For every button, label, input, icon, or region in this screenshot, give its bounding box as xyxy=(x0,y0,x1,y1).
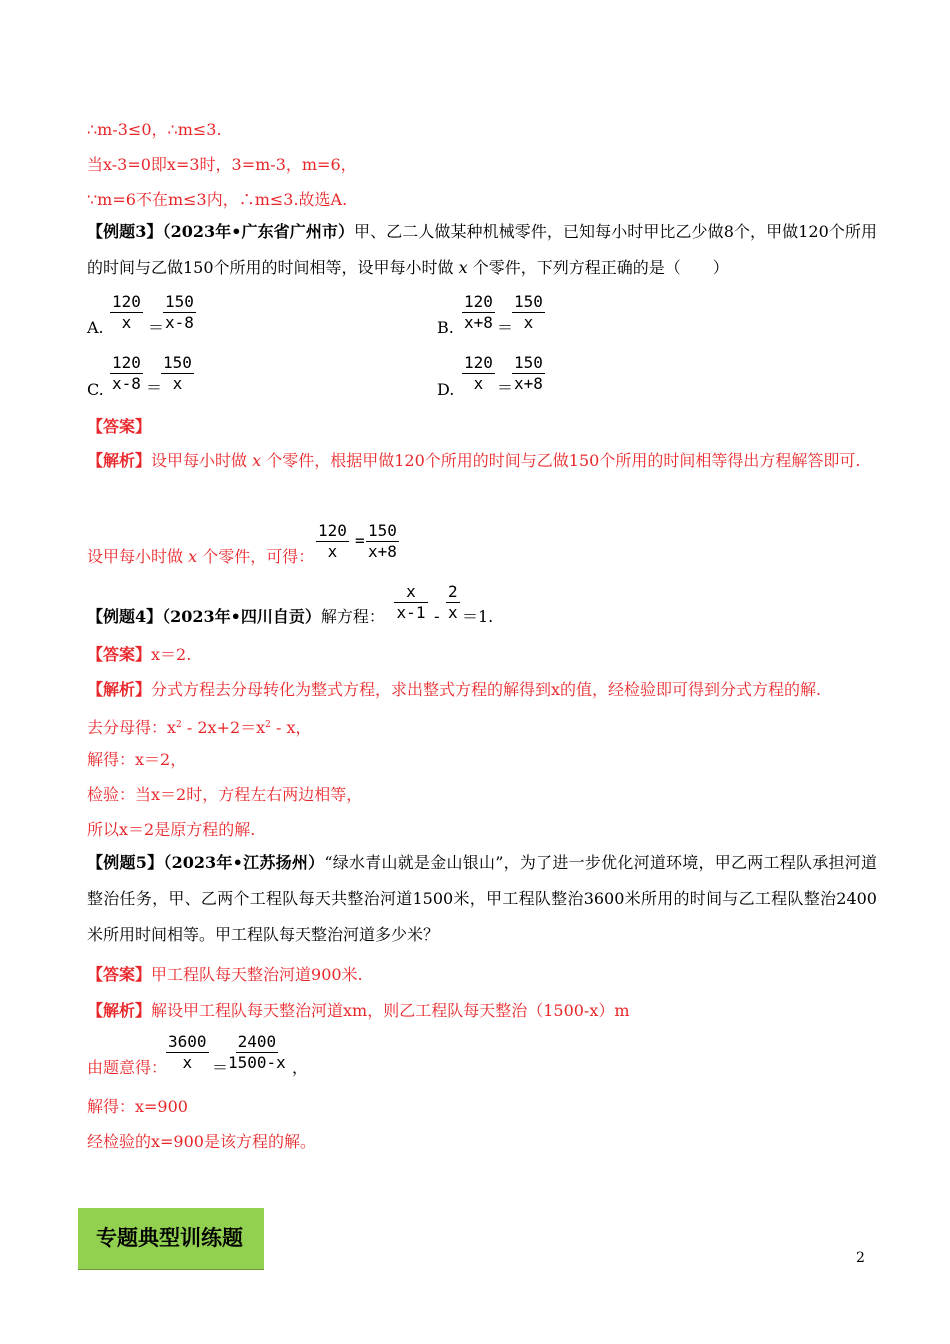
example-4-num-2: 2 xyxy=(448,582,458,601)
example-3-source: （2023年•广东省广州市） xyxy=(162,222,355,241)
example-3-solve-num-1: 120 xyxy=(318,521,347,540)
example-3-solve-b: 个零件，可得： xyxy=(202,547,315,566)
example-4-source: （2023年•四川自贡） xyxy=(162,607,321,626)
example-5-answer xyxy=(87,965,363,985)
example-4-step-1-sq-1: 2 xyxy=(176,720,182,730)
option-b-num-1: 120 xyxy=(464,292,493,311)
example-5-analysis-text: 解设甲工程队每天整治河道xm，则乙工程队每天整治（1500-x）m xyxy=(151,1001,630,1020)
example-3-analysis-b: 个零件，根据甲做120个所用的时间与乙做150个所用的时间相等得出方程解答即可. xyxy=(266,451,861,470)
option-d-fraction-2 xyxy=(512,353,545,394)
example-5-label: 【例题5】 xyxy=(87,853,164,872)
example-4-analysis-label: 【解析】 xyxy=(87,680,152,699)
example-5-check: 经检验的x=900是该方程的解。 xyxy=(87,1132,316,1151)
solution-line-1: ∴m-3≤0，∴m≤3. xyxy=(87,120,222,139)
option-d-den-1: x xyxy=(473,374,484,393)
example-4-frac-2 xyxy=(446,582,460,623)
example-5-source: （2023年•江苏扬州） xyxy=(163,853,325,872)
example-5-num-2: 2400 xyxy=(237,1032,277,1051)
example-4-step-1-a: 去分母得：x xyxy=(87,718,177,737)
example-3-question xyxy=(87,214,877,286)
example-4-analysis-text: 分式方程去分母转化为整式方程，求出整式方程的解得到x的值，经检验即可得到分式方程的解. xyxy=(151,680,822,699)
option-b-label: B. xyxy=(437,318,454,337)
example-5-eq-tail: ， xyxy=(292,1058,309,1077)
example-4-step-1-sq-2: 2 xyxy=(265,720,271,730)
example-4-answer-text: x＝2. xyxy=(151,645,192,664)
example-5-text: “绿水青山就是金山银山”，为了进一步优化河道环境，甲乙两工程队承担河道整治任务，甲、乙两个工程队每天共整治河道1500米，甲工程队整治3600米所用的时间与乙工程队整治2400米所用时间相等。甲工程队每天整治河道多少米？ xyxy=(87,853,877,944)
example-3-analysis-var: x xyxy=(252,451,262,470)
option-d-num-1: 120 xyxy=(464,353,493,372)
example-3-solve-frac-2 xyxy=(366,521,399,562)
option-c-den-1: x-8 xyxy=(112,374,141,393)
example-4-den-2: x xyxy=(448,603,458,622)
example-5-question xyxy=(87,845,877,953)
example-4-text: 解方程： xyxy=(320,607,385,626)
option-b-den-2: x xyxy=(523,313,534,332)
option-a-eq: ＝ xyxy=(148,318,165,337)
solution-line-3: ∵m=6不在m≤3内，∴m≤3.故选A. xyxy=(87,190,348,209)
option-c-fraction-2 xyxy=(161,353,194,394)
example-3-solve-a: 设甲每小时做 xyxy=(87,547,184,566)
section-heading-title: 专题典型训练题 xyxy=(96,1226,243,1250)
example-5-den-1: x xyxy=(182,1053,193,1072)
option-d-eq: ＝ xyxy=(497,378,514,397)
example-3-solve xyxy=(87,547,314,567)
option-a-fraction-2 xyxy=(163,292,196,333)
example-5-analysis xyxy=(87,1001,630,1021)
option-c-num-1: 120 xyxy=(112,353,141,372)
solution-line-2: 当x-3=0即x=3时，3=m-3，m=6， xyxy=(87,155,357,174)
option-b-eq: ＝ xyxy=(497,318,514,337)
option-a-num-1: 120 xyxy=(112,292,141,311)
example-4-step-1 xyxy=(87,715,312,738)
option-a-label: A. xyxy=(87,318,104,337)
example-5-eq-prefix: 由题意得： xyxy=(87,1058,168,1077)
example-4-step-4: 所以x＝2是原方程的解. xyxy=(87,820,256,839)
option-d-label: D. xyxy=(437,380,455,399)
example-3-answer-label: 【答案】 xyxy=(87,417,152,436)
example-3-analysis-a: 设甲每小时做 xyxy=(151,451,248,470)
option-c-label: C. xyxy=(87,380,104,399)
example-4-label: 【例题4】 xyxy=(87,607,163,626)
option-b-den-1: x+8 xyxy=(464,313,493,332)
example-4-answer-label: 【答案】 xyxy=(87,645,152,664)
example-3-text: 甲、乙二人做某种机械零件，已知每小时甲比乙少做8个，甲做120个所用的时间与乙做150个所用的时间相等，设甲每小时做 xyxy=(87,222,877,277)
option-a-den-2: x-8 xyxy=(165,313,194,332)
example-4-rhs: ＝1. xyxy=(462,607,494,626)
example-3-label: 【例题3】 xyxy=(87,222,163,241)
example-3-solve-num-2: 150 xyxy=(368,521,397,540)
option-b-num-2: 150 xyxy=(514,292,543,311)
option-d-fraction-1 xyxy=(462,353,495,394)
example-5-frac-2 xyxy=(228,1032,286,1073)
option-b-fraction-1 xyxy=(462,292,495,333)
example-4-step-1-b: - 2x+2＝x xyxy=(181,718,266,737)
example-5-den-2: 1500-x xyxy=(228,1053,286,1072)
option-d-num-2: 150 xyxy=(514,353,543,372)
example-3-text2: 个零件，下列方程正确的是（ ） xyxy=(472,258,729,277)
option-d-den-2: x+8 xyxy=(514,374,543,393)
example-3-analysis-label: 【解析】 xyxy=(87,451,152,470)
option-c-num-2: 150 xyxy=(163,353,192,372)
example-3-solve-frac-1 xyxy=(316,521,349,562)
example-4-frac-1 xyxy=(394,582,428,623)
example-4-answer xyxy=(87,645,191,665)
option-a-num-2: 150 xyxy=(165,292,194,311)
example-3-solve-eq: = xyxy=(355,531,365,550)
example-4-den-1: x-1 xyxy=(396,603,426,622)
option-a-den-1: x xyxy=(121,313,132,332)
example-4-step-2: 解得：x＝2， xyxy=(87,750,187,769)
example-3-analysis xyxy=(87,443,877,479)
example-5-frac-1 xyxy=(166,1032,209,1073)
example-5-eq-sign: ＝ xyxy=(212,1058,229,1077)
example-5-solve: 解得：x=900 xyxy=(87,1097,188,1116)
example-3-var: x xyxy=(458,258,468,277)
example-5-answer-text: 甲工程队每天整治河道900米. xyxy=(151,965,363,984)
section-heading-box xyxy=(78,1208,264,1270)
option-c-fraction-1 xyxy=(110,353,143,394)
option-a-fraction-1 xyxy=(110,292,143,333)
example-5-analysis-label: 【解析】 xyxy=(87,1001,152,1020)
option-c-den-2: x xyxy=(172,374,183,393)
example-5-answer-label: 【答案】 xyxy=(87,965,152,984)
example-4-step-1-c: - x， xyxy=(270,718,312,737)
page-number: 2 xyxy=(856,1250,865,1266)
example-3-solve-den-2: x+8 xyxy=(368,542,397,561)
option-b-fraction-2 xyxy=(512,292,545,333)
option-c-eq: ＝ xyxy=(146,378,163,397)
example-4-question xyxy=(87,607,385,627)
example-4-minus: - xyxy=(432,607,442,626)
example-4-step-3: 检验：当x＝2时，方程左右两边相等， xyxy=(87,785,363,804)
example-4-num-1: x xyxy=(394,582,428,603)
example-3-solve-den-1: x xyxy=(327,542,338,561)
example-4-analysis xyxy=(87,680,821,700)
example-5-num-1: 3600 xyxy=(168,1032,207,1051)
example-3-solve-var: x xyxy=(188,547,198,566)
